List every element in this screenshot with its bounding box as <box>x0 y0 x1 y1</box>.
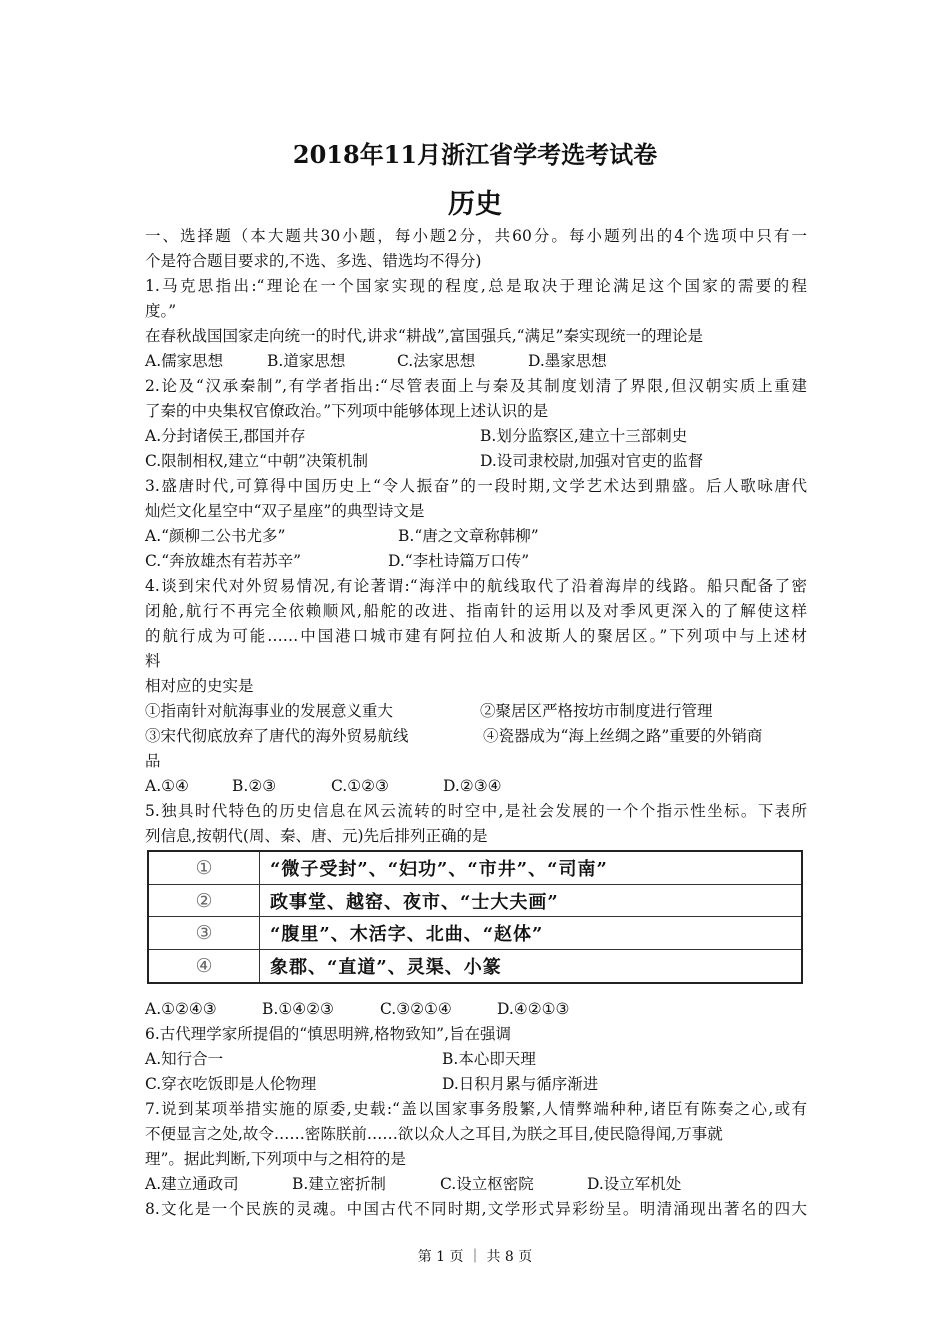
row-number: ② <box>148 884 260 917</box>
q1-option-c: C.法家思想 <box>397 352 476 370</box>
row-number: ④ <box>148 950 260 983</box>
q4-item-4: ④瓷器成为“海上丝绸之路”重要的外销商 <box>483 727 763 745</box>
q6-stem: 6.古代理学家所提倡的“慎思明辨,格物致知”,旨在强调 <box>145 1025 511 1043</box>
q4-option-a: A.①④ <box>145 777 189 795</box>
q1-option-b: B.道家思想 <box>267 352 346 370</box>
row-text: “微子受封”、“妇功”、“市井”、“司南” <box>260 851 803 884</box>
q3-stem: 灿烂文化星空中“双子星座”的典型诗文是 <box>145 502 425 520</box>
page-footer: 第 1 页 ｜ 共 8 页 <box>417 1249 533 1265</box>
q7-stem: 不便显言之处,故令……密陈朕前……欲以众人之耳目,为朕之耳目,使民隐得闻,万事就 <box>145 1125 723 1143</box>
table-row <box>148 950 802 983</box>
row-text: 象郡、“直道”、灵渠、小篆 <box>260 950 803 983</box>
q3-option-d: D.“李杜诗篇万口传” <box>388 552 530 570</box>
dynasty-info-table <box>147 850 803 984</box>
q2-stem: 了秦的中央集权官僚政治。”下列项中能够体现上述认识的是 <box>145 402 549 420</box>
q1-stem: 在春秋战国国家走向统一的时代,讲求“耕战”,富国强兵,“满足”秦实现统一的理论是 <box>145 327 703 345</box>
q4-option-b: B.②③ <box>232 777 277 795</box>
q4-item-2: ②聚居区严格按坊市制度进行管理 <box>480 702 713 720</box>
subject-title: 历史 <box>448 189 502 220</box>
row-text: “腹里”、木活字、北曲、“赵体” <box>260 917 803 950</box>
q6-option-a: A.知行合一 <box>145 1050 224 1068</box>
row-number: ① <box>148 851 260 884</box>
q4-option-c: C.①②③ <box>331 777 389 795</box>
q6-option-d: D.日积月累与循序渐进 <box>442 1075 599 1093</box>
q1-option-d: D.墨家思想 <box>528 352 607 370</box>
q6-option-b: B.本心即天理 <box>442 1050 536 1068</box>
q5-stem: 5.独具时代特色的历史信息在风云流转的时空中,是社会发展的一个个指示性坐标。下表所 <box>145 802 807 820</box>
q7-option-b: B.建立密折制 <box>292 1175 386 1193</box>
q4-item-1: ①指南针对航海事业的发展意义重大 <box>145 702 394 720</box>
q2-stem: 2.论及“汉承秦制”,有学者指出:“尽管表面上与秦及其制度划清了界限,但汉朝实质上重建 <box>145 377 807 395</box>
table-row <box>148 917 802 950</box>
q4-stem: 闭舱,航行不再完全依赖顺风,船舵的改进、指南针的运用以及对季风更深入的了解使这样 <box>145 602 807 620</box>
q8-stem: 8.文化是一个民族的灵魂。中国古代不同时期,文学形式异彩纷呈。明清涌现出著名的四大 <box>145 1200 807 1218</box>
q7-stem: 理”。据此判断,下列项中与之相符的是 <box>145 1150 406 1168</box>
q5-option-b: B.①④②③ <box>262 1000 334 1018</box>
row-number: ③ <box>148 917 260 950</box>
q5-option-c: C.③②①④ <box>380 1000 452 1018</box>
q4-option-d: D.②③④ <box>443 777 502 795</box>
table-row <box>148 851 802 884</box>
q2-option-b: B.划分监察区,建立十三部刺史 <box>480 427 688 445</box>
section-heading-line: 个是符合题目要求的,不选、多选、错选均不得分) <box>145 252 482 270</box>
exam-title: 2018年11月浙江省学考选考试卷 <box>292 140 658 169</box>
q3-option-a: A.“颜柳二公书尤多” <box>145 527 286 545</box>
q7-option-c: C.设立枢密院 <box>440 1175 534 1193</box>
q7-stem: 7.说到某项举措实施的原委,史载:“盖以国家事务殷繁,人情弊端种种,诸臣有陈奏之心,或有 <box>145 1100 807 1118</box>
q4-item-3: ③宋代彻底放弃了唐代的海外贸易航线 <box>145 727 409 745</box>
q3-stem: 3.盛唐时代,可算得中国历史上“令人振奋”的一段时期,文学艺术达到鼎盛。后人歌咏唐代 <box>145 477 807 495</box>
q5-stem: 列信息,按朝代(周、秦、唐、元)先后排列正确的是 <box>145 827 488 845</box>
q7-option-d: D.设立军机处 <box>587 1175 682 1193</box>
q4-stem: 的航行成为可能……中国港口城市建有阿拉伯人和波斯人的聚居区。”下列项中与上述材 <box>145 627 807 645</box>
section-heading-line: 一、选择题（本大题共30小题，每小题2分，共60分。每小题列出的4个选项中只有一 <box>145 227 807 245</box>
q5-option-d: D.④②①③ <box>497 1000 570 1018</box>
q2-option-d: D.设司隶校尉,加强对官吏的监督 <box>480 452 704 470</box>
q1-stem: 度。” <box>145 302 177 320</box>
q1-option-a: A.儒家思想 <box>145 352 224 370</box>
q6-option-c: C.穿衣吃饭即是人伦物理 <box>145 1075 317 1093</box>
q3-option-b: B.“唐之文章称韩柳” <box>398 527 539 545</box>
q4-stem: 相对应的史实是 <box>145 677 254 695</box>
q4-stem: 料 <box>145 652 161 670</box>
q2-option-a: A.分封诸侯王,郡国并存 <box>145 427 306 445</box>
q7-option-a: A.建立通政司 <box>145 1175 239 1193</box>
q3-option-c: C.“奔放雄杰有若苏辛” <box>145 552 302 570</box>
row-text: 政事堂、越窑、夜市、“士大夫画” <box>260 884 803 917</box>
table-row <box>148 884 802 917</box>
q4-item-4-cont: 品 <box>145 752 161 770</box>
q4-stem: 4.谈到宋代对外贸易情况,有论著谓:“海洋中的航线取代了沿着海岸的线路。船只配备了密 <box>145 577 807 595</box>
q1-stem: 1.马克思指出:“理论在一个国家实现的程度,总是取决于理论满足这个国家的需要的程 <box>145 277 807 295</box>
q2-option-c: C.限制相权,建立“中朝”决策机制 <box>145 452 369 470</box>
q5-option-a: A.①②④③ <box>145 1000 217 1018</box>
